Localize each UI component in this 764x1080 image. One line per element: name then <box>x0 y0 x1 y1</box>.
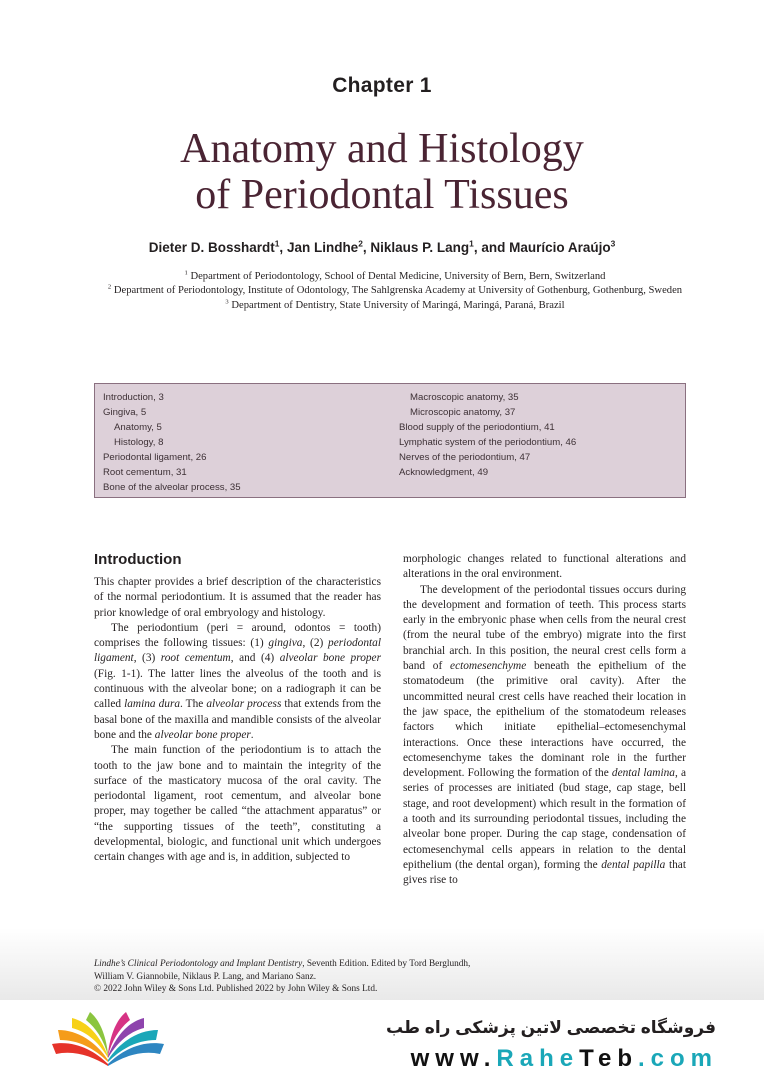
author-name: Maurício Araújo <box>509 240 611 255</box>
chapter-label: Chapter 1 <box>332 74 432 97</box>
contents-entry: Acknowledgment, 49 <box>399 467 489 478</box>
contents-entry: Blood supply of the periodontium, 41 <box>399 422 555 433</box>
shop-url: www.RaheTeb.com <box>410 1045 718 1072</box>
chapter-contents-box <box>94 383 686 498</box>
publication-note <box>94 958 714 996</box>
author-name: Dieter D. Bosshardt <box>148 240 275 255</box>
body-paragraph: morphologic changes related to functional alterations and alterations in the oral environment. <box>403 553 686 581</box>
author-affiliation-mark: 3 <box>610 238 616 249</box>
affiliation-line: $^1$ Department of Periodontology, School of Dental Medicine, University of Bern, Bern, Switzerland <box>184 269 606 282</box>
contents-entry: Gingiva, 5 <box>103 407 147 418</box>
body-column-right <box>403 552 686 889</box>
affiliations <box>100 270 690 313</box>
contents-entry: Introduction, 3 <box>103 392 164 403</box>
body-paragraph: This chapter provides a brief description of the characteristics of the normal periodontium. It is assumed that the reader has prior knowledge of oral embryology and histology. <box>94 576 381 619</box>
title-line-2: of Periodontal Tissues <box>195 172 569 218</box>
author-list: Dieter D. Bosshardt$^1$, Jan Lindhe$^2$, Niklaus P. Lang$^1$, and Maurício Araújo$^3$ <box>148 238 616 255</box>
book-logo-icon <box>44 1010 174 1070</box>
affiliation-line: $^3$ Department of Dentistry, State University of Maringá, Maringá, Paraná, Brazil <box>225 298 565 311</box>
contents-entry: Lymphatic system of the periodontium, 46 <box>399 437 577 448</box>
shop-watermark <box>0 1000 764 1080</box>
author-name: Niklaus P. Lang <box>370 240 470 255</box>
publication-note-line-2: William V. Giannobile, Niklaus P. Lang, and Mariano Sanz. <box>94 971 317 982</box>
author-affiliation-mark: 1 <box>274 238 280 249</box>
title-line-1: Anatomy and Histology <box>180 126 584 172</box>
chapter-title <box>0 126 764 218</box>
book-title: Lindhe’s Clinical Periodontology and Implant Dentistry <box>94 959 303 969</box>
contents-entry: Macroscopic anatomy, 35 <box>410 392 519 403</box>
contents-entry: Bone of the alveolar process, 35 <box>103 482 241 493</box>
contents-entry: Anatomy, 5 <box>114 422 162 433</box>
body-paragraph: The development of the periodontal tissues occurs during the development and formation of teeth. This process starts early in the embryonic phase when cells from the neural crest (from the neural tube of the embryo) migrate into the first branchial arch. In this position, the neural crest cells form a band of ectomesenchyme beneath the epithelium of the stomatodeum (the primitive oral cavity). After the uncommitted neural crest cells have reached their location in the jaw space, the epithelium of the stomatodeum releases factors which initiate epithelial–ectomesenchymal interactions. Once these interactions have occurred, the ectomesenchyme takes the dominant role in the further development. Following the formation of the dental lamina, a series of processes are initiated (bud stage, cap stage, bell stage, and root development) which result in the formation of a tooth and its surrounding periodontal tissues, including the alveolar bone proper. During the cap stage, condensation of ectomesenchymal cells appears in relation to the dental epithelium (the dental organ), forming the dental papilla that gives rise to <box>403 583 687 887</box>
body-paragraph: The periodontium (peri = around, odontos = tooth) comprises the following tissues: (1) gingiva, (2) periodontal ligament, (3) root cementum, and (4) alveolar bone proper (Fig. 1-1). The latter lines the alveolus of the tooth and is continuous with the alveolar bone; on a radiograph it can be called lamina dura. The alveolar process that extends from the basal bone of the maxilla and mandible consists of the alveolar bone and the alveolar bone proper. <box>94 621 381 741</box>
shop-name: فروشگاه تخصصی لاتین پزشکی راه طب <box>386 1018 716 1037</box>
section-heading: Introduction <box>94 551 182 568</box>
author-name: Jan Lindhe <box>286 240 359 255</box>
contents-entry: Nerves of the periodontium, 47 <box>399 452 531 463</box>
contents-right-column <box>399 390 576 480</box>
contents-entry: Periodontal ligament, 26 <box>103 452 207 463</box>
publication-note-line-1: Lindhe’s Clinical Periodontology and Implant Dentistry, Seventh Edition. Edited by Tord Berglundh, <box>94 959 471 969</box>
publication-note-line-3: © 2022 John Wiley & Sons Ltd. Published 2022 by John Wiley & Sons Ltd. <box>94 984 378 995</box>
contents-entry: Histology, 8 <box>114 437 164 448</box>
author-affiliation-mark: 1 <box>469 238 474 249</box>
contents-entry: Root cementum, 31 <box>103 467 187 478</box>
body-column-left <box>94 575 381 866</box>
contents-left-column <box>103 390 241 495</box>
contents-entry: Microscopic anatomy, 37 <box>410 407 516 418</box>
body-paragraph: The main function of the periodontium is to attach the tooth to the jaw bone and to maintain the integrity of the surface of the masticatory mucosa of the oral cavity. The periodontal ligament, root cementum, and alveolar bone proper, may together be called “the attachment apparatus” or “the supporting tissues of the teeth”, constituting a developmental, biologic, and functional unit which undergoes certain changes with age and is, in addition, subjected to <box>94 744 381 864</box>
author-affiliation-mark: 2 <box>358 238 363 249</box>
affiliation-line: $^2$ Department of Periodontology, Institute of Odontology, The Sahlgrenska Academy at University of Gothenburg, Gothenburg, Sweden <box>107 283 683 297</box>
